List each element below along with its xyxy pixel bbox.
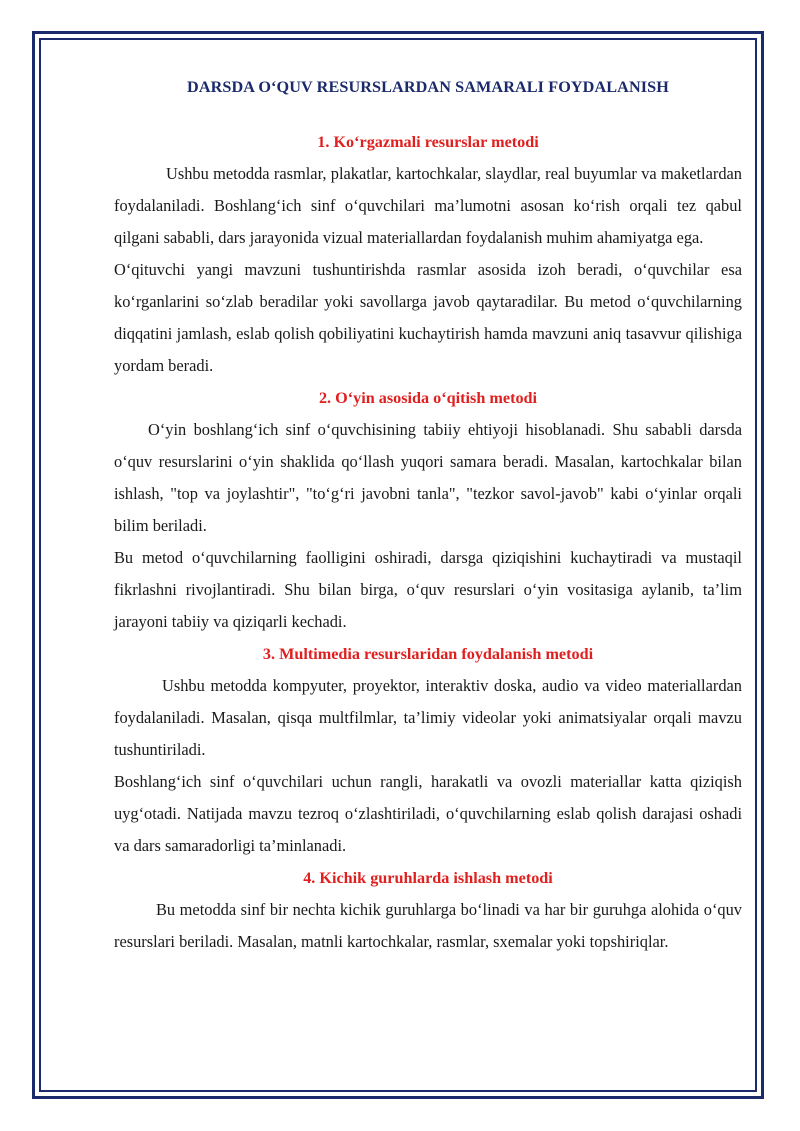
section-game-based-learning (114, 382, 742, 638)
document-body (114, 66, 742, 958)
section-visual-resources (114, 126, 742, 382)
section-multimedia-resources (114, 638, 742, 862)
paragraph: O‘yin boshlang‘ich sinf o‘quvchisining tabiiy ehtiyoji hisoblanadi. Shu sababli darsda o‘quv resurslarini o‘yin shaklida qo‘llash yuqori samara beradi. Masalan, kartochkalar bilan ishlash, "top va joylashtir", "to‘g‘ri javobni tanla", "tezkor savol-javob" kabi o‘yinlar orqali bilim beriladi. (114, 420, 742, 535)
paragraph: Ushbu metodda kompyuter, proyektor, interaktiv doska, audio va video materiallardan foydalaniladi. Masalan, qisqa multfilmlar, ta’limiy videolar yoki animatsiyalar orqali mavzu tushuntiriladi. (114, 676, 742, 759)
section-small-group-work (114, 862, 742, 958)
title-spacer (114, 108, 742, 126)
section-heading: 3. Multimedia resurslaridan foydalanish metodi (262, 645, 594, 663)
paragraph: Bu metodda sinf bir nechta kichik guruhlarga bo‘linadi va har bir guruhga alohida o‘quv resurslari beriladi. Masalan, matnli kartochkalar, rasmlar, sxemalar yoki topshiriqlar. (114, 900, 742, 951)
paragraph: Bu metod o‘quvchilarning faolligini oshiradi, darsga qiziqishini kuchaytiradi va mustaqil fikrlashni rivojlantiradi. Shu bilan birga, o‘quv resurslari o‘yin vositasiga aylanib, ta’lim jarayoni tabiiy va qiziqarli kechadi. (114, 548, 742, 631)
section-heading: 1. Ko‘rgazmali resurslar metodi (317, 133, 539, 151)
section-heading: 2. O‘yin asosida o‘qitish metodi (318, 389, 538, 407)
paragraph: Ushbu metodda rasmlar, plakatlar, kartochkalar, slaydlar, real buyumlar va maketlardan foydalaniladi. Boshlang‘ich sinf o‘quvchilari ma’lumotni asosan ko‘rish orqali tez qabul qilgani sababli, dars jarayonida vizual materiallardan foydalanish muhim ahamiyatga ega. (114, 164, 742, 247)
section-heading: 4. Kichik guruhlarda ishlash metodi (303, 869, 553, 887)
document-title: DARSDA O‘QUV RESURSLARDAN SAMARALI FOYDALANISH (187, 78, 669, 96)
paragraph: Boshlang‘ich sinf o‘quvchilari uchun rangli, harakatli va ovozli materiallar katta qiziqish uyg‘otadi. Natijada mavzu tezroq o‘zlashtiriladi, o‘quvchilarning eslab qolish darajasi oshadi va dars samaradorligi ta’minlanadi. (114, 772, 742, 855)
paragraph: O‘qituvchi yangi mavzuni tushuntirishda rasmlar asosida izoh beradi, o‘quvchilar esa ko‘rganlarini so‘zlab beradilar yoki savollarga javob qaytaradilar. Bu metod o‘quvchilarning diqqatini jamlash, eslab qolish qobiliyatini kuchaytirish hamda mavzuni aniq tasavvur qilishiga yordam beradi. (114, 260, 742, 375)
